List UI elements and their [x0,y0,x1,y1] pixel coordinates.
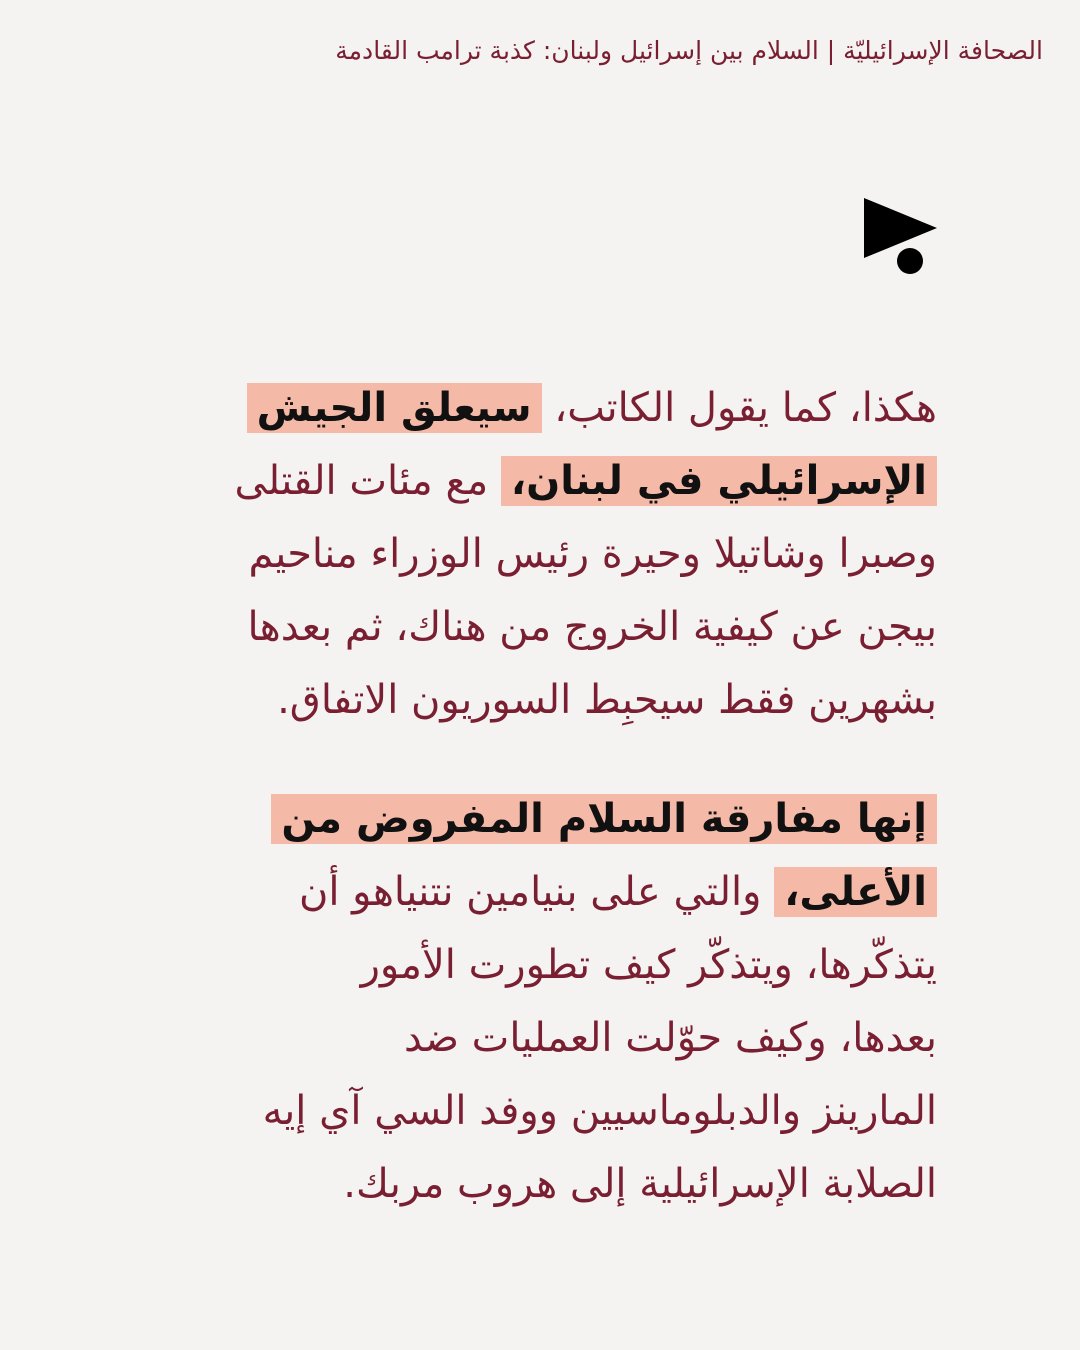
body-text: مع مئات القتلى [234,458,501,504]
body-text: الصلابة الإسرائيلية إلى هروب مربك. [343,1161,937,1207]
text-line [263,929,937,1002]
header-title: الصحافة الإسرائيليّة | السلام بين إسرائيل ولبنان: كذبة ترامب القادمة [335,36,1043,65]
text-line [263,783,937,856]
text-line [263,856,937,929]
text-line [234,445,937,518]
play-triangle-dot-logo-icon [862,196,940,276]
body-text: هكذا، كما يقول الكاتب، [541,385,937,431]
body-text: بيجن عن كيفية الخروج من هناك، ثم بعدها [247,604,937,650]
text-line [234,372,937,445]
body-text: المارينز والدبلوماسيين ووفد السي آي إيه [262,1088,937,1134]
text-line [234,664,937,737]
highlighted-text: سيعلق الجيش [247,383,542,433]
paragraph-1 [234,372,937,737]
body-text: بعدها، وكيف حوّلت العمليات ضد [403,1015,937,1061]
text-line [263,1075,937,1148]
highlighted-text: الأعلى، [774,867,937,917]
highlighted-text: الإسرائيلي في لبنان، [501,456,937,506]
body-text: وصبرا وشاتيلا وحيرة رئيس الوزراء مناحيم [248,531,937,577]
text-line [234,591,937,664]
body-text: والتي على بنيامين نتنياهو أن [298,869,775,915]
text-line [234,518,937,591]
highlighted-text: إنها مفارقة السلام المفروض من [271,794,937,844]
text-line [263,1148,937,1221]
body-text: بشهرين فقط سيحبِط السوريون الاتفاق. [277,677,937,723]
text-line [263,1002,937,1075]
body-text: يتذكّرها، ويتذكّر كيف تطورت الأمور [360,942,937,988]
paragraph-2 [263,783,937,1221]
